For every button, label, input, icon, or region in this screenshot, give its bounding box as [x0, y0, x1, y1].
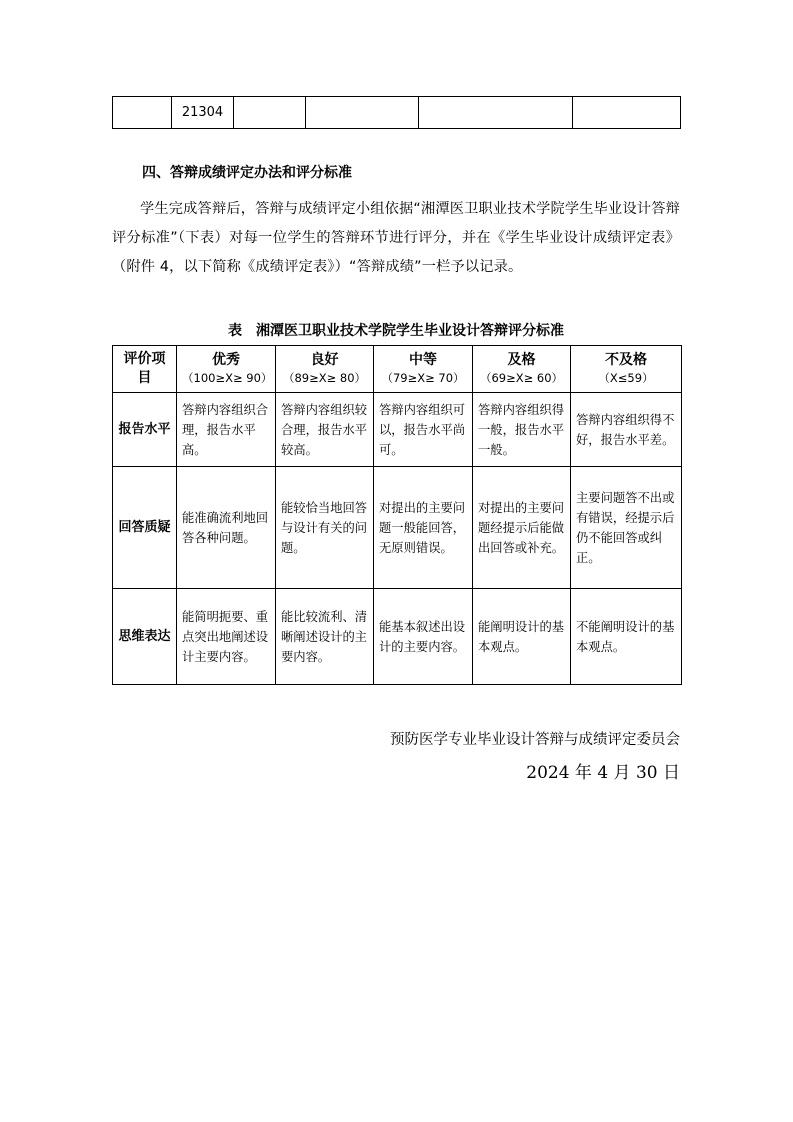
table-cell: 能阐明设计的基本观点。 — [473, 589, 571, 685]
table-header-row — [113, 346, 682, 393]
table-cell — [113, 97, 172, 129]
table-cell — [234, 97, 306, 129]
table-cell: 能较恰当地回答与设计有关的问题。 — [276, 467, 374, 589]
grade-header — [177, 346, 276, 393]
table-row — [113, 589, 682, 685]
table-cell: 答辩内容组织可以，报告水平尚可。 — [374, 393, 473, 467]
table-cell: 答辩内容组织得不好，报告水平差。 — [571, 393, 682, 467]
grade-name: 及格 — [507, 352, 536, 368]
grade-range: （69≥X≥ 60） — [479, 371, 564, 385]
signature-date: 2024 年 4 月 30 日 — [526, 763, 680, 783]
scoring-standard-table — [112, 345, 682, 685]
table-cell: 21304 — [172, 97, 234, 129]
row-header: 报告水平 — [113, 393, 177, 467]
grade-header — [374, 346, 473, 393]
table-cell: 能比较流利、清晰阐述设计的主要内容。 — [276, 589, 374, 685]
grade-header — [473, 346, 571, 393]
grade-header — [571, 346, 682, 393]
row-header: 思维表达 — [113, 589, 177, 685]
section-paragraph: 学生完成答辩后，答辩与成绩评定小组依据“湘潭医卫职业技术学院学生毕业设计答辩评分标准”（下表）对每一位学生的答辩环节进行评分，并在《学生毕业设计成绩评定表》（附件 4，以下简称《成绩评定表》）“答辩成绩”一栏予以记录。 — [112, 201, 680, 275]
table-cell: 答辩内容组织较合理，报告水平较高。 — [276, 393, 374, 467]
table-cell: 能准确流利地回答各种问题。 — [177, 467, 276, 589]
table-row — [113, 97, 681, 129]
row-header: 回答质疑 — [113, 467, 177, 589]
table-cell — [419, 97, 573, 129]
section-heading: 四、答辩成绩评定办法和评分标准 — [142, 165, 352, 181]
grade-range: （79≥X≥ 70） — [381, 371, 465, 385]
corner-header: 评价项目 — [113, 346, 177, 393]
table-cell: 能基本叙述出设计的主要内容。 — [374, 589, 473, 685]
committee-signature: 预防医学专业毕业设计答辩与成绩评定委员会 — [390, 732, 680, 748]
grade-name: 优秀 — [212, 352, 240, 368]
grade-name: 不及格 — [605, 352, 647, 368]
table-cell: 能简明扼要、重点突出地阐述设计主要内容。 — [177, 589, 276, 685]
table-cell: 答辩内容组织合理，报告水平高。 — [177, 393, 276, 467]
table-cell: 对提出的主要问题一般能回答，无原则错误。 — [374, 467, 473, 589]
grade-header — [276, 346, 374, 393]
grade-name: 中等 — [409, 352, 437, 368]
table-row — [113, 393, 682, 467]
grade-name: 良好 — [310, 352, 339, 368]
table-cell: 主要问题答不出或有错误，经提示后仍不能回答或纠正。 — [571, 467, 682, 589]
previous-table-tail — [112, 96, 681, 129]
grade-range: （89≥X≥ 80） — [282, 371, 367, 385]
table-cell: 对提出的主要问题经提示后能做出回答或补充。 — [473, 467, 571, 589]
grade-range: （X≤59） — [598, 371, 654, 385]
table-cell — [573, 97, 681, 129]
table-cell — [306, 97, 419, 129]
table-cell: 不能阐明设计的基本观点。 — [571, 589, 682, 685]
grade-range: （100≥X≥ 90） — [182, 371, 273, 385]
table-cell: 答辩内容组织得一般，报告水平一般。 — [473, 393, 571, 467]
table-row — [113, 467, 682, 589]
table-caption: 表 湘潭医卫职业技术学院学生毕业设计答辩评分标准 — [228, 323, 564, 339]
